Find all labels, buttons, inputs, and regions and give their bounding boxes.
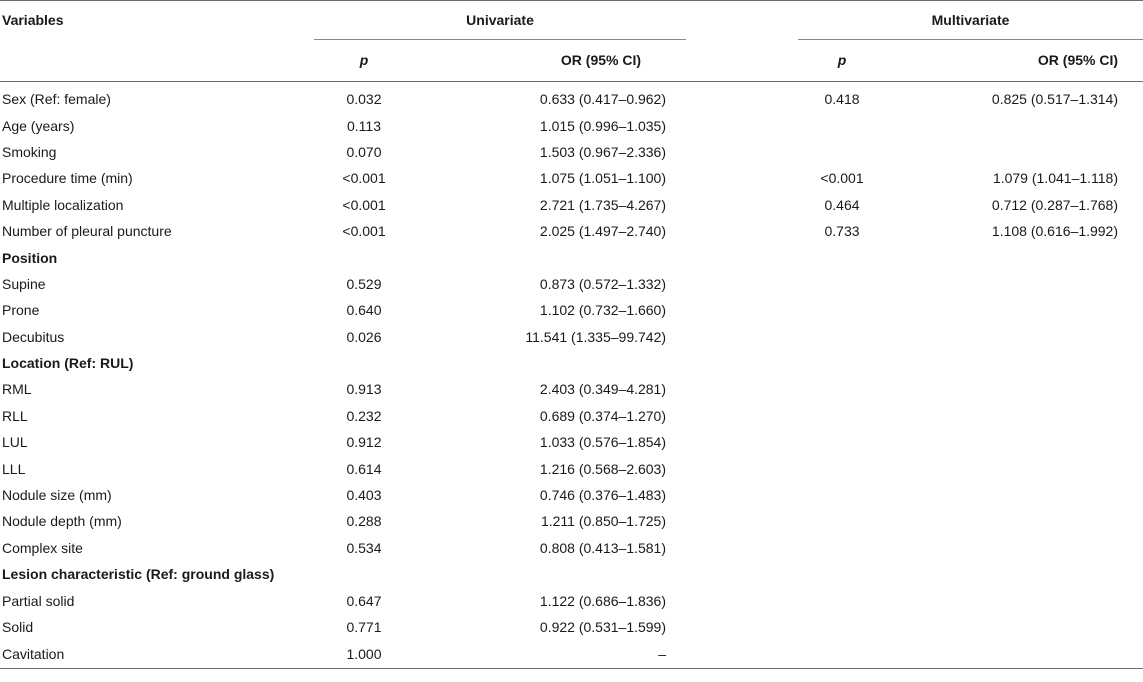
univariate-p-cell: 0.032 — [346, 91, 382, 108]
table-header — [0, 1, 1143, 87]
table-row — [0, 376, 1143, 402]
univariate-p-cell: 1.000 — [314, 640, 414, 669]
univariate-or-cell: 0.633 (0.417–0.962) — [539, 91, 667, 108]
section-label: Lesion characteristic (Ref: ground glass) — [2, 566, 275, 583]
univariate-p-cell: <0.001 — [342, 196, 386, 213]
univariate-header: Univariate — [314, 1, 686, 40]
multivariate-or-cell — [886, 508, 1143, 534]
variable-cell: Nodule depth (mm) — [2, 513, 122, 530]
variables-header: Variables — [0, 1, 314, 40]
univariate-or-cell: 0.689 (0.374–1.270) — [539, 407, 667, 424]
table-row — [0, 112, 1143, 138]
multivariate-p-cell — [798, 112, 886, 138]
table-row — [0, 271, 1143, 297]
table-row — [0, 218, 1143, 244]
univariate-or-cell: 0.873 (0.572–1.332) — [539, 275, 667, 292]
multivariate-or-header: OR (95% CI) — [886, 39, 1143, 82]
univariate-p-cell: 0.403 — [346, 487, 382, 504]
table-row — [0, 165, 1143, 191]
multivariate-or-cell — [886, 403, 1143, 429]
multivariate-or-cell — [886, 324, 1143, 350]
univariate-or-cell: 2.721 (1.735–4.267) — [539, 196, 667, 213]
header-sub-row — [0, 39, 1143, 82]
multivariate-p-cell — [798, 429, 886, 455]
gap-cell — [686, 324, 798, 350]
table-row — [0, 455, 1143, 481]
section-row — [0, 350, 1143, 376]
univariate-p-cell: 0.640 — [346, 302, 382, 319]
table-row — [0, 86, 1143, 112]
section-label: Location (Ref: RUL) — [2, 355, 134, 372]
multivariate-p-cell — [798, 640, 886, 669]
multivariate-or-cell — [886, 376, 1143, 402]
variable-cell: Procedure time (min) — [2, 170, 133, 187]
gap-cell — [686, 403, 798, 429]
gap-cell — [686, 482, 798, 508]
multivariate-or-cell — [886, 455, 1143, 481]
variable-cell: Prone — [2, 302, 40, 319]
multivariate-p-cell — [798, 324, 886, 350]
univariate-p-cell: 0.913 — [346, 381, 382, 398]
variable-cell: Multiple localization — [2, 196, 124, 213]
univariate-p-cell: 0.534 — [346, 539, 382, 556]
multivariate-underline — [798, 39, 1143, 40]
multivariate-or-cell — [886, 614, 1143, 640]
univariate-or-cell: 1.503 (0.967–2.336) — [539, 143, 667, 160]
multivariate-header: Multivariate — [798, 1, 1143, 40]
variable-cell: Cavitation — [0, 640, 314, 669]
gap-cell — [686, 640, 798, 669]
multivariate-p-cell: <0.001 — [820, 170, 864, 187]
gap-cell — [686, 271, 798, 297]
table-row — [0, 139, 1143, 165]
univariate-p-cell: <0.001 — [342, 170, 386, 187]
univariate-p-cell: 0.113 — [347, 117, 381, 134]
multivariate-or-cell — [886, 482, 1143, 508]
univariate-or-cell: 1.015 (0.996–1.035) — [539, 117, 667, 134]
multivariate-or-cell — [886, 297, 1143, 323]
variable-cell: Smoking — [2, 143, 57, 160]
gap-cell — [686, 86, 798, 112]
univariate-p-cell: 0.288 — [346, 513, 382, 530]
multivariate-p-cell — [798, 297, 886, 323]
header-group-row — [0, 1, 1143, 40]
table-row — [0, 508, 1143, 534]
multivariate-p-cell: 0.418 — [824, 91, 860, 108]
multivariate-or-cell — [886, 139, 1143, 165]
multivariate-p-cell — [798, 508, 886, 534]
table-row — [0, 535, 1143, 561]
multivariate-p-cell — [798, 535, 886, 561]
gap-cell — [686, 165, 798, 191]
gap-cell — [686, 614, 798, 640]
multivariate-or-cell: 1.079 (1.041–1.118) — [992, 170, 1119, 187]
table-row — [0, 324, 1143, 350]
gap-cell — [686, 297, 798, 323]
gap-cell — [686, 587, 798, 613]
table-row — [0, 297, 1143, 323]
multivariate-p-cell — [798, 271, 886, 297]
univariate-or-cell: 0.922 (0.531–1.599) — [539, 619, 667, 635]
gap-cell — [686, 112, 798, 138]
gap-cell — [686, 376, 798, 402]
univariate-or-cell: 1.211 (0.850–1.725) — [540, 513, 667, 530]
univariate-p-cell: 0.614 — [346, 460, 382, 477]
multivariate-or-cell — [886, 429, 1143, 455]
gap-cell — [686, 535, 798, 561]
univariate-or-cell: 1.102 (0.732–1.660) — [539, 302, 667, 319]
variable-cell: Solid — [2, 619, 34, 635]
multivariate-or-cell: 1.108 (0.616–1.992) — [991, 223, 1119, 240]
table-row — [0, 482, 1143, 508]
variable-cell: Partial solid — [2, 592, 75, 609]
univariate-or-cell: – — [414, 640, 686, 669]
univariate-or-cell: 1.075 (1.051–1.100) — [539, 170, 667, 187]
table-row — [0, 640, 1143, 669]
univariate-or-cell: 1.216 (0.568–2.603) — [539, 460, 667, 477]
multivariate-or-cell: 0.712 (0.287–1.768) — [991, 196, 1119, 213]
multivariate-p-cell — [798, 587, 886, 613]
gap-cell — [686, 455, 798, 481]
multivariate-p-cell: 0.733 — [824, 223, 860, 240]
gap-cell — [686, 139, 798, 165]
univariate-or-header: OR (95% CI) — [414, 39, 686, 82]
multivariate-p-cell: 0.464 — [824, 196, 860, 213]
univariate-or-cell: 0.746 (0.376–1.483) — [539, 487, 667, 504]
gap-cell — [686, 218, 798, 244]
multivariate-p-header: p — [798, 39, 886, 82]
multivariate-or-cell: 0.825 (0.517–1.314) — [991, 91, 1119, 108]
multivariate-p-cell — [798, 455, 886, 481]
multivariate-or-cell — [886, 112, 1143, 138]
multivariate-p-cell — [798, 376, 886, 402]
variable-cell: Sex (Ref: female) — [2, 91, 111, 108]
univariate-p-cell: 0.912 — [346, 434, 382, 451]
gap-cell — [686, 508, 798, 534]
variable-cell: Supine — [2, 275, 46, 292]
multivariate-or-cell — [886, 535, 1143, 561]
univariate-p-cell: 0.026 — [346, 328, 382, 345]
multivariate-p-cell — [798, 139, 886, 165]
gap-cell — [686, 429, 798, 455]
section-row — [0, 561, 1143, 587]
univariate-p-cell: 0.232 — [346, 407, 382, 424]
table-row — [0, 614, 1143, 640]
variable-cell: Complex site — [2, 539, 83, 556]
univariate-p-cell: 0.529 — [346, 275, 382, 292]
univariate-p-header: p — [314, 39, 414, 82]
univariate-p-cell: <0.001 — [342, 223, 386, 240]
variable-cell: Nodule size (mm) — [2, 487, 112, 504]
univariate-p-cell: 0.070 — [346, 143, 382, 160]
univariate-or-cell: 0.808 (0.413–1.581) — [539, 539, 667, 556]
variable-cell: LUL — [2, 434, 28, 451]
multivariate-p-cell — [798, 403, 886, 429]
univariate-or-cell: 11.541 (1.335–99.742) — [525, 328, 667, 345]
univariate-or-cell: 1.122 (0.686–1.836) — [539, 592, 667, 609]
table-body — [0, 86, 1143, 669]
variable-cell: RLL — [2, 407, 28, 424]
multivariate-p-cell — [798, 482, 886, 508]
univariate-underline — [314, 39, 686, 40]
variable-cell: Decubitus — [2, 328, 65, 345]
section-row — [0, 244, 1143, 270]
univariate-or-cell: 2.025 (1.497–2.740) — [539, 223, 667, 240]
univariate-p-cell: 0.771 — [346, 619, 382, 635]
multivariate-or-cell — [886, 640, 1143, 669]
univariate-or-cell: 2.403 (0.349–4.281) — [539, 381, 667, 398]
multivariate-or-cell — [886, 271, 1143, 297]
table-row — [0, 192, 1143, 218]
variable-cell: RML — [2, 381, 32, 398]
section-label: Position — [2, 249, 58, 266]
variable-cell: Age (years) — [2, 117, 75, 134]
table-row — [0, 587, 1143, 613]
gap-cell — [686, 192, 798, 218]
multivariate-p-cell — [798, 614, 886, 640]
univariate-or-cell: 1.033 (0.576–1.854) — [539, 434, 667, 451]
univariate-p-cell: 0.647 — [346, 592, 382, 609]
table-row — [0, 403, 1143, 429]
variable-cell: Number of pleural puncture — [2, 223, 172, 240]
variable-cell: LLL — [2, 460, 26, 477]
table-row — [0, 429, 1143, 455]
multivariate-or-cell — [886, 587, 1143, 613]
